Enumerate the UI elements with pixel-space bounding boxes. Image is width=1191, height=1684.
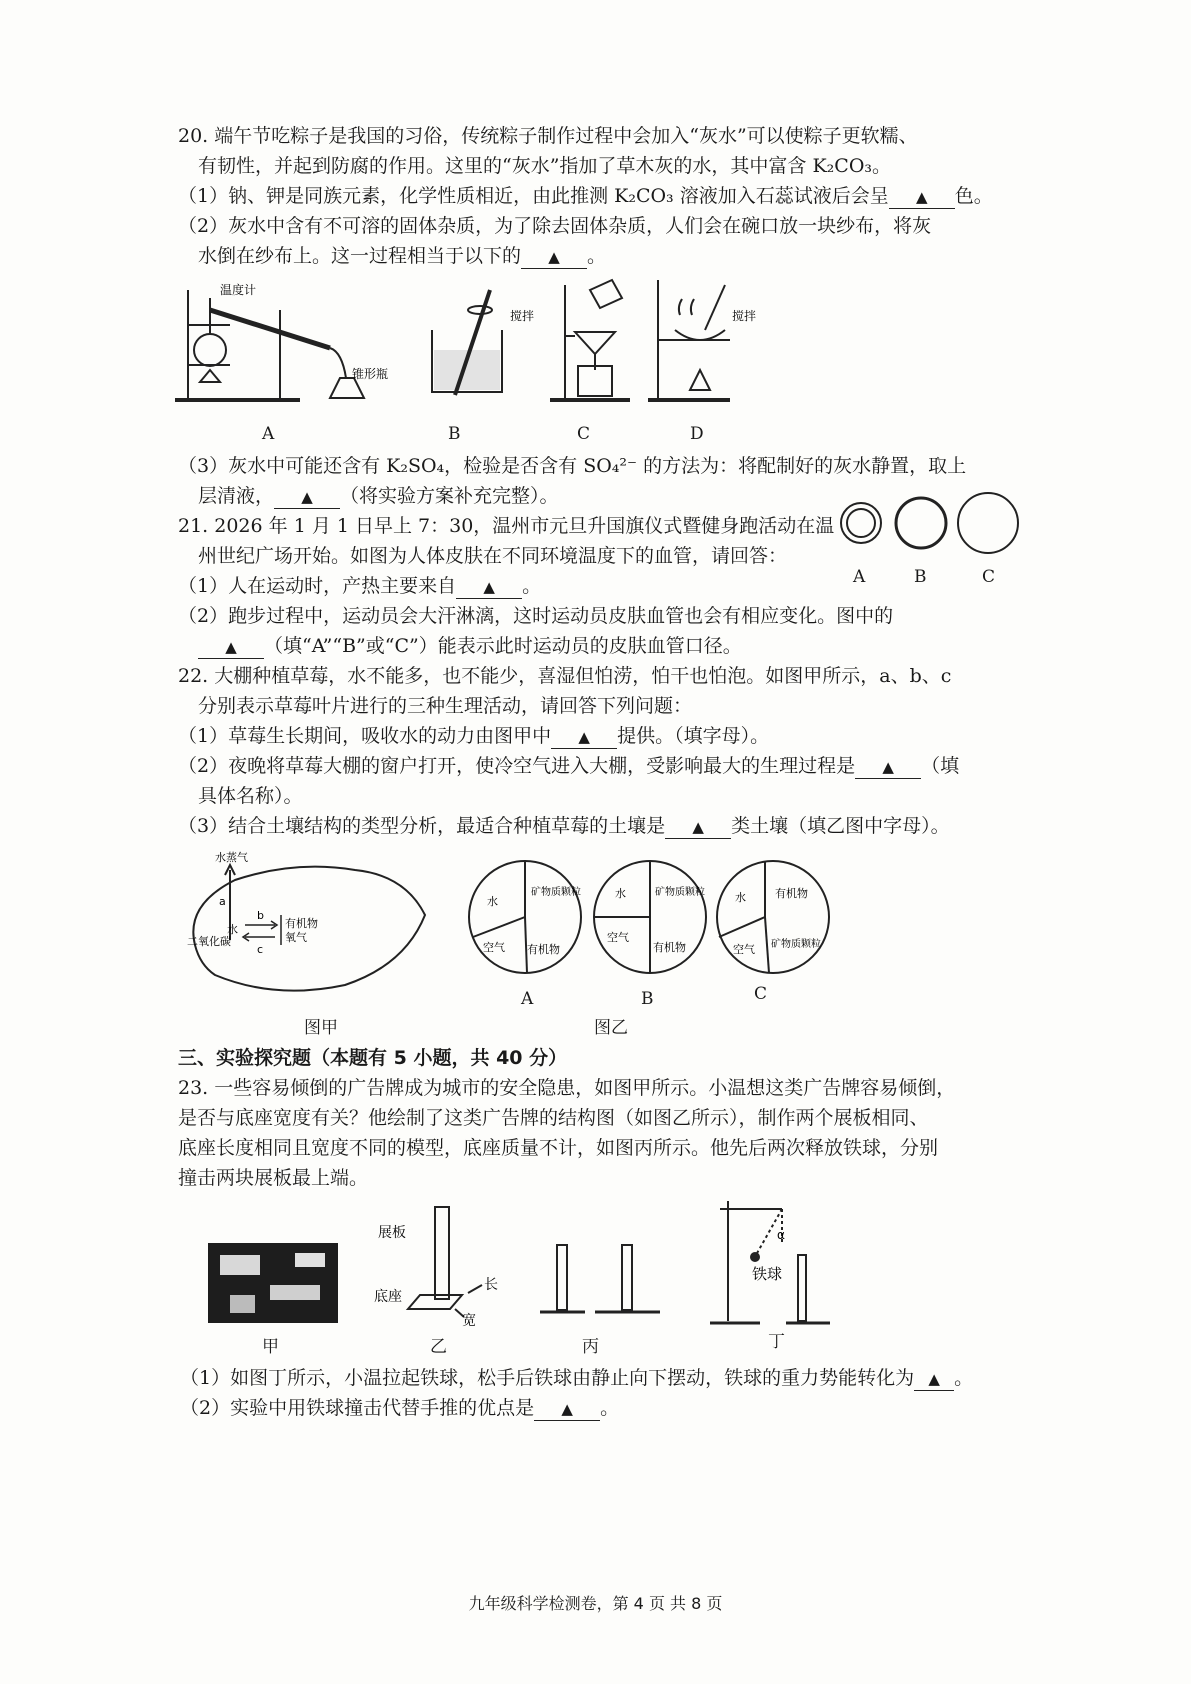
svg-text:有机物: 有机物 <box>775 887 808 900</box>
option-a-label: A <box>262 424 275 444</box>
beaker-stirring <box>432 290 502 395</box>
soil-pie-a <box>469 861 581 973</box>
stir-label-d: 搅拌 <box>732 309 757 323</box>
q20-apparatus-figure <box>170 270 757 420</box>
vessel-c-label: C <box>982 567 996 587</box>
board-label: 展板 <box>378 1225 406 1241</box>
fig-yi-caption: 图乙 <box>594 1018 628 1038</box>
base-label: 底座 <box>374 1289 402 1305</box>
organic-label: 有机物 <box>285 917 318 930</box>
q22-part3: （3）结合土壤结构的类型分析，最适合种植草莓的土壤是 ▲ 类土壤（填乙图中字母）。 <box>178 815 950 837</box>
width-label: 宽 <box>462 1313 476 1329</box>
q23-line1: 23. 一些容易倾倒的广告牌成为城市的安全隐患，如图甲所示。小温想这类广告牌容易倾倒， <box>178 1077 956 1099</box>
length-label: 长 <box>484 1277 498 1293</box>
oxygen-label: 氧气 <box>285 931 307 944</box>
process-b-label: b <box>257 909 264 922</box>
svg-text:矿物质颗粒: 矿物质颗粒 <box>771 939 821 950</box>
option-d-label: D <box>690 424 704 444</box>
filtration-apparatus <box>550 280 630 400</box>
svg-text:水: 水 <box>615 887 626 900</box>
q21-line2: 州世纪广场开始。如图为人体皮肤在不同环境温度下的血管，请回答： <box>198 545 788 567</box>
fig-jia-caption: 图甲 <box>304 1018 338 1038</box>
svg-text:有机物: 有机物 <box>527 943 560 956</box>
evaporation-apparatus <box>648 280 730 400</box>
svg-text:水: 水 <box>487 895 498 908</box>
water-label: 水 <box>227 923 238 936</box>
q23-figures <box>200 1195 840 1335</box>
q21-line1: 21. 2026 年 1 月 1 日早上 7：30，温州市元旦升国旗仪式暨健身跑活动在温 <box>178 515 835 537</box>
answer-blank[interactable]: ▲ <box>456 575 522 599</box>
q22-line2: 分别表示草莓叶片进行的三种生理活动，请回答下列问题： <box>198 695 693 717</box>
option-b-label: B <box>448 424 461 444</box>
distillation-apparatus <box>175 290 364 400</box>
svg-text:空气: 空气 <box>733 943 755 956</box>
process-c-label: c <box>257 943 264 956</box>
process-a-label: a <box>219 895 226 908</box>
answer-blank[interactable]: ▲ <box>521 245 587 269</box>
svg-text:有机物: 有机物 <box>653 941 686 954</box>
fig-ding-caption: 丁 <box>768 1332 785 1352</box>
vessel-a-label: A <box>853 567 866 587</box>
answer-blank[interactable]: ▲ <box>855 755 921 779</box>
svg-text:水: 水 <box>735 891 746 904</box>
svg-text:矿物质颗粒: 矿物质颗粒 <box>655 887 705 898</box>
thermometer-label: 温度计 <box>220 283 257 297</box>
answer-blank[interactable]: ▲ <box>551 725 617 749</box>
q20-line1: 20. 端午节吃粽子是我国的习俗，传统粽子制作过程中会加入“灰水”可以使粽子更软糯、 <box>178 125 918 147</box>
answer-blank[interactable]: ▲ <box>534 1397 600 1421</box>
q23-part2: （2）实验中用铁球撞击代替手推的优点是 ▲ 。 <box>180 1397 620 1419</box>
vessel-b-label: B <box>914 567 927 587</box>
q22-part2-cont: 具体名称）。 <box>198 785 303 807</box>
q20-part3: （3）灰水中可能还含有 K₂SO₄，检验是否含有 SO₄²⁻ 的方法为：将配制好的灰水静置，取上 <box>178 455 967 477</box>
answer-blank[interactable]: ▲ <box>274 485 340 509</box>
fig-yi-23-caption: 乙 <box>430 1337 447 1357</box>
svg-text:空气: 空气 <box>607 931 629 944</box>
fig-bing-caption: 丙 <box>582 1337 599 1357</box>
q20-line2: 有韧性，并起到防腐的作用。这里的“灰水”指加了草木灰的水，其中富含 K₂CO₃。 <box>198 155 892 177</box>
ball-label: 铁球 <box>752 1265 783 1283</box>
answer-blank[interactable]: ▲ <box>914 1367 954 1391</box>
q21-part1: （1）人在运动时，产热主要来自 ▲ 。 <box>178 575 542 597</box>
q20-part1: （1）钠、钾是同族元素，化学性质相近，由此推测 K₂CO₃ 溶液加入石蕊试液后会呈 ▲ 色。 <box>178 185 993 207</box>
vapor-label: 水蒸气 <box>215 851 248 864</box>
q23-line3: 底座长度相同且宽度不同的模型，底座质量不计，如图丙所示。他先后两次释放铁球，分别 <box>178 1137 939 1159</box>
page-footer: 九年级科学检测卷，第 4 页 共 8 页 <box>468 1594 723 1613</box>
answer-blank[interactable]: ▲ <box>198 635 264 659</box>
soil-c-label: C <box>754 984 768 1004</box>
q22-part1: （1）草莓生长期间，吸收水的动力由图甲中 ▲ 提供。（填字母）。 <box>178 725 770 747</box>
soil-pie-charts <box>465 855 835 985</box>
pendulum-setup <box>710 1201 830 1323</box>
q21-part2-cont: ▲ （填“A”“B”或“C”）能表示此时运动员的皮肤血管口径。 <box>198 632 742 660</box>
q23-line4: 撞击两块展板最上端。 <box>178 1167 369 1189</box>
q22-part2: （2）夜晚将草莓大棚的窗户打开，使冷空气进入大棚，受影响最大的生理过程是 ▲ （填 <box>178 755 960 777</box>
soil-b-label: B <box>641 989 654 1009</box>
leaf-figure <box>175 845 435 1005</box>
q20-part2: （2）灰水中含有不可溶的固体杂质，为了除去固体杂质，人们会在碗口放一块纱布，将灰 <box>178 215 932 237</box>
soil-a-label: A <box>521 989 534 1009</box>
q22-line1: 22. 大棚种植草莓，水不能多，也不能少，喜湿但怕涝，怕干也怕泡。如图甲所示，a、b、c <box>178 665 952 687</box>
answer-blank[interactable]: ▲ <box>889 185 955 209</box>
alpha-label: α <box>777 1228 785 1242</box>
option-c-label: C <box>577 424 591 444</box>
section-3-heading: 三、实验探究题（本题有 5 小题，共 40 分） <box>178 1047 568 1069</box>
q20-part2-cont: 水倒在纱布上。这一过程相当于以下的 ▲ 。 <box>198 245 607 267</box>
billboard-structure <box>408 1207 482 1317</box>
q20-part3-cont: 层清液， ▲ （将实验方案补充完整）。 <box>198 485 559 507</box>
blood-vessel-figure <box>835 490 1035 570</box>
co2-label: 二氧化碳 <box>187 935 231 948</box>
svg-text:空气: 空气 <box>483 941 505 954</box>
soil-pie-b <box>594 861 706 973</box>
flask-label: 锥形瓶 <box>352 367 389 381</box>
q23-line2: 是否与底座宽度有关？他绘制了这类广告牌的结构图（如图乙所示），制作两个展板相同、 <box>178 1107 929 1129</box>
stir-label-b: 搅拌 <box>510 309 535 323</box>
soil-pie-c <box>717 861 829 973</box>
answer-blank[interactable]: ▲ <box>665 815 731 839</box>
fig-jia-23-caption: 甲 <box>262 1337 279 1357</box>
svg-text:矿物质颗粒: 矿物质颗粒 <box>531 887 581 898</box>
q23-part1: （1）如图丁所示，小温拉起铁球，松手后铁球由静止向下摆动，铁球的重力势能转化为 ▲ 。 <box>180 1367 974 1389</box>
billboard-photo <box>208 1243 338 1323</box>
q21-part2: （2）跑步过程中，运动员会大汗淋漓，这时运动员皮肤血管也会有相应变化。图中的 <box>178 605 894 627</box>
two-models <box>540 1245 660 1312</box>
